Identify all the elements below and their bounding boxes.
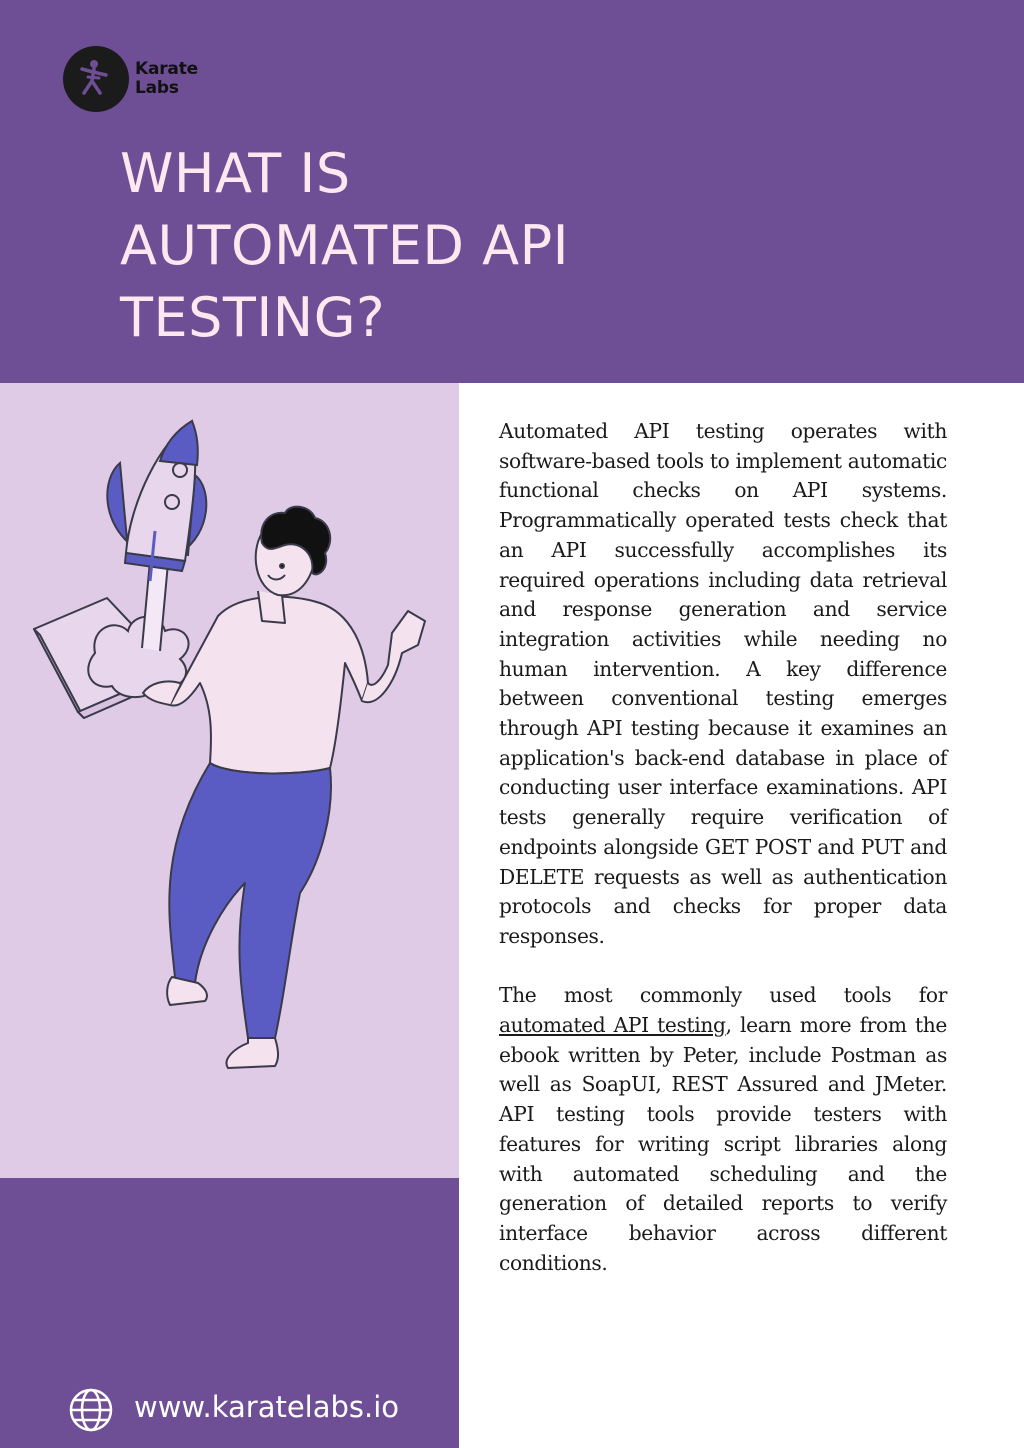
paragraph-2-intro: The most commonly used tools for (499, 983, 947, 1008)
karate-labs-logo[interactable] (63, 46, 213, 112)
smoke-cloud (88, 561, 188, 697)
karate-figure-icon (63, 46, 129, 112)
paragraph-2 (499, 981, 947, 1278)
rocket-icon (107, 421, 206, 581)
automated-api-testing-link[interactable]: automated API testing (499, 1013, 726, 1038)
logo-wordmark (135, 60, 198, 98)
rocket-launch-illustration (0, 383, 459, 1178)
logo-line-1: Karate (135, 59, 198, 79)
paragraph-2-rest: , learn more from the ebook written by Peter, include Postman as well as SoapUI, REST Assured and JMeter. API testing tools provide testers with features for writing script libraries along with automated scheduling and the generation of detailed reports to verify interface behavior across different conditions. (499, 1013, 948, 1275)
website-link[interactable]: www.karatelabs.io (134, 1390, 400, 1424)
article-body (499, 417, 947, 1308)
page-title (120, 138, 840, 354)
title-line-3: TESTING? (120, 286, 386, 349)
globe-icon (67, 1386, 115, 1434)
illustration-panel (0, 383, 459, 1178)
person-figure (143, 507, 425, 1068)
paragraph-1: Automated API testing operates with software-based tools to implement automatic functional checks on API systems. Programmatically operated tests check that an API successfully accomplishes its required operations including data retrieval and response generation and service integration activities while needing no human intervention. A key difference between conventional testing emerges through API testing because it examines an application's back-end database in place of conducting user interface examinations. API tests generally require verification of endpoints alongside GET POST and PUT and DELETE requests as well as authentication protocols and checks for proper data responses. (499, 419, 947, 948)
title-line-1: WHAT IS (120, 142, 351, 205)
header-banner (0, 0, 1024, 383)
title-line-2: AUTOMATED API (120, 214, 570, 277)
logo-line-2: Labs (135, 78, 179, 98)
